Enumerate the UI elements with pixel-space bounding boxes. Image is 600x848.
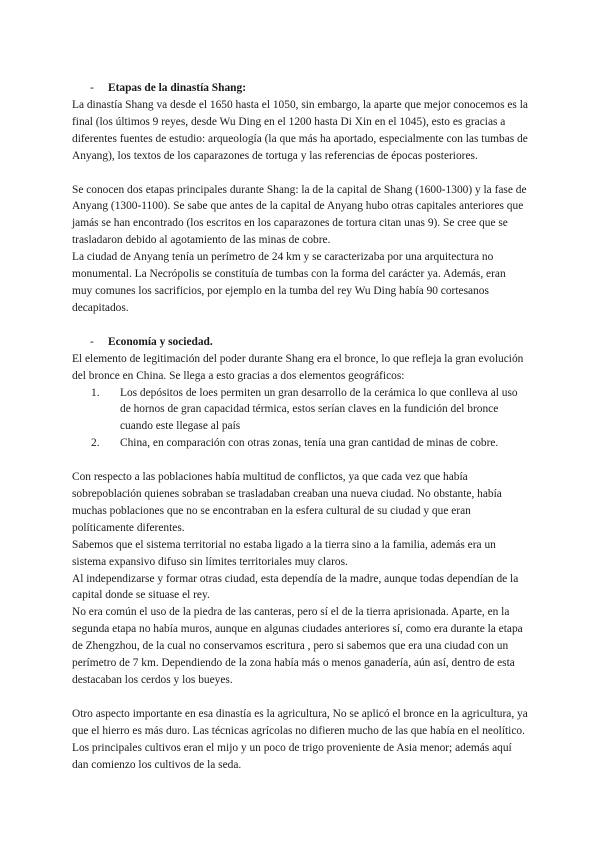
heading-text: Economía y sociedad. [108,335,213,348]
paragraph-gap [72,165,528,182]
heading-text: Etapas de la dinastía Shang: [108,82,246,94]
list-number: 2. [91,437,100,450]
paragraph: Se conocen dos etapas principales durante Shang: la de la capital de Shang (1600-1300) y la fase de Anyang (1300-1100). Se sabe que antes de la capital de Anyang hubo otras capitales anteriores que jamás se han encontrado (los escritos en los caparazones de tortura citan unas 9). Se cree que se trasladaron debido al agotamiento de las minas de cobre. [72,183,527,247]
paragraph-gap [72,452,528,469]
paragraph: Con respecto a las poblaciones había multitud de conflictos, ya que cada vez que había sobrepoblación quienes sobraban se trasladaban creaban una nueva ciudad. No obstante, había muchas poblaciones que no se encontraban en la esfera cultural de su ciudad y que eran políticamente diferentes. [72,471,502,534]
list-item-text: Los depósitos de loes permiten un gran desarrollo de la cerámica lo que conlleva al uso de hornos de gran capacidad térmica, estos serían claves en la fundición del bronce cuando este llegase al país [120,386,518,433]
paragraph: El elemento de legitimación del poder durante Shang era el bronce, lo que refleja la gran evolución del bronce en China. Se llega a esto gracias a dos elementos geográficos: [72,352,524,382]
heading-bullet: - [90,335,94,348]
paragraph: Al independizarse y formar otras ciudad, esta dependía de la madre, aunque todas dependían de la capital donde se situase el rey. [72,572,519,602]
paragraph: Otro aspecto importante en esa dinastía es la agricultura, No se aplicó el bronce en la agricultura, ya que el hierro es más duro. Las técnicas agrícolas no difieren mucho de las que había en el neolítico. Los principales cultivos eran el mijo y un poco de trigo proveniente de Asia menor; además aquí dan comienzo los cultivos de la seda. [72,707,528,771]
paragraph: Sabemos que el sistema territorial no estaba ligado a la tierra sino a la familia, además era un sistema expansivo difuso sin límites territoriales muy claros. [72,538,496,568]
heading-bullet: - [90,82,94,94]
section-heading-etapas [72,80,528,97]
list-item [91,385,528,436]
list-number: 1. [91,386,100,399]
list-item-text: China, en comparación con otras zonas, tenía una gran cantidad de minas de cobre. [120,437,499,450]
paragraph-gap [72,689,528,706]
paragraph: La dinastía Shang va desde el 1650 hasta el 1050, sin embargo, la aparte que mejor conocemos es la final (los últimos 9 reyes, desde Wu Ding en el 1200 hasta Di Xin en el 1045), esto es gracias a diferentes fuentes de estudio: arqueología (la que más ha aportado, especialmente con las tumbas de Anyang), los textos de los caparazones de tortuga y las referencias de épocas posteriores. [72,98,528,162]
paragraph-gap [72,317,528,334]
document-page [72,80,528,774]
numbered-list [72,385,528,453]
paragraph: La ciudad de Anyang tenía un perímetro de 24 km y se caracterizaba por una arquitectura no monumental. La Necrópolis se constituía de tumbas con la forma del carácter ya. Además, eran muy comunes los sacrificios, por ejemplo en la tumba del rey Wu Ding había 90 cortesanos decapitados. [72,251,506,314]
paragraph: No era común el uso de la piedra de las canteras, pero sí el de la tierra aprisionada. Aparte, en la segunda etapa no había muros, aunque en algunas ciudades anteriores sí, como era durante la etapa de Zhengzhou, de la cual no conservamos escritura , pero si sabemos que era una ciudad con un perímetro de 7 km. Dependiendo de la zona había más o menos ganadería, aún así, dentro de esta destacaban los cerdos y los bueyes. [72,606,523,686]
list-item [91,435,528,452]
section-heading-economia [72,334,528,351]
